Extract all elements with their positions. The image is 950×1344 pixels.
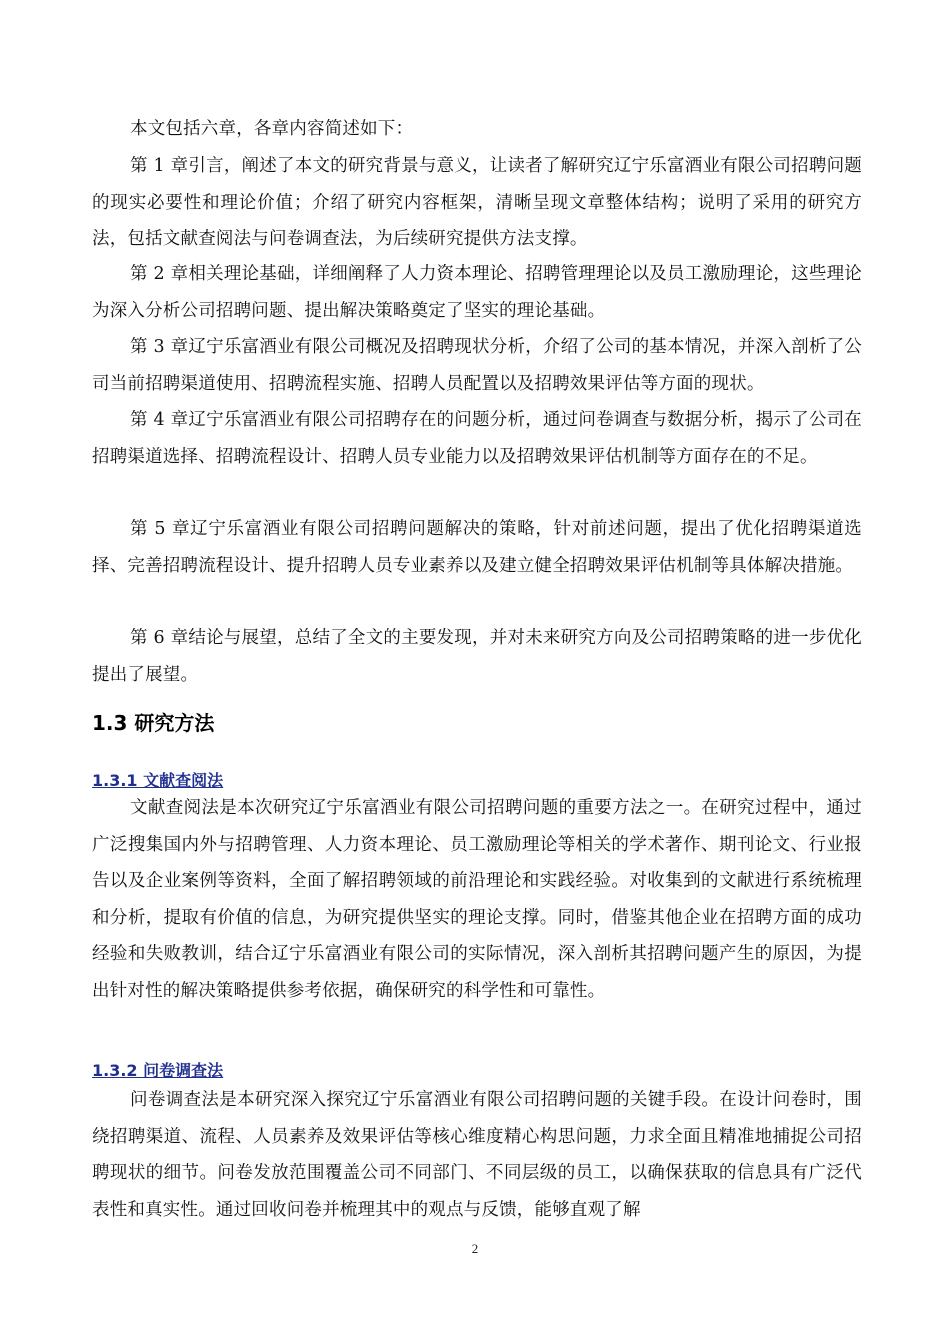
paragraph-literature-review: 文献查阅法是本次研究辽宁乐富酒业有限公司招聘问题的重要方法之一。在研究过程中，通过广泛搜集国内外与招聘管理、人力资本理论、员工激励理论等相关的学术著作、期刊论文、行业报告以及企业案例等资料，全面了解招聘领域的前沿理论和实践经验。对收集到的文献进行系统梳理和分析，提取有价值的信息，为研究提供坚实的理论支撑。同时，借鉴其他企业在招聘方面的成功经验和失败教训，结合辽宁乐富酒业有限公司的实际情况，深入剖析其招聘问题产生的原因，为提出针对性的解决策略提供参考依据，确保研究的科学性和可靠性。 (92, 798, 862, 1001)
paragraph-chapter-6: 第 6 章结论与展望，总结了全文的主要发现，并对未来研究方向及公司招聘策略的进一步优化提出了展望。 (92, 628, 862, 685)
paragraph-chapter-4: 第 4 章辽宁乐富酒业有限公司招聘存在的问题分析，通过问卷调查与数据分析，揭示了公司在招聘渠道选择、招聘流程设计、招聘人员专业能力以及招聘效果评估机制等方面存在的不足。 (92, 410, 862, 467)
paragraph-chapter-3: 第 3 章辽宁乐富酒业有限公司概况及招聘现状分析，介绍了公司的基本情况，并深入剖析了公司当前招聘渠道使用、招聘流程实施、招聘人员配置以及招聘效果评估等方面的现状。 (92, 337, 862, 394)
paragraph-chapter-5: 第 5 章辽宁乐富酒业有限公司招聘问题解决的策略，针对前述问题，提出了优化招聘渠道选择、完善招聘流程设计、提升招聘人员专业素养以及建立健全招聘效果评估机制等具体解决措施。 (92, 519, 862, 576)
subsection-link-literature-review[interactable]: 1.3.1 文献查阅法 (92, 771, 224, 790)
section-heading-research-methods: 1.3 研究方法 (92, 711, 215, 735)
subsection-link-questionnaire[interactable]: 1.3.2 问卷调查法 (92, 1061, 224, 1080)
paragraph-questionnaire: 问卷调查法是本研究深入探究辽宁乐富酒业有限公司招聘问题的关键手段。在设计问卷时，围绕招聘渠道、流程、人员素养及效果评估等核心维度精心构思问题，力求全面且精准地捕捉公司招聘现状的细节。问卷发放范围覆盖公司不同部门、不同层级的员工，以确保获取的信息具有广泛代表性和真实性。通过回收问卷并梳理其中的观点与反馈，能够直观了解 (92, 1090, 862, 1220)
page-number: 2 (471, 1241, 479, 1256)
paragraph-chapter-1: 第 1 章引言，阐述了本文的研究背景与意义，让读者了解研究辽宁乐富酒业有限公司招聘问题的现实必要性和理论价值；介绍了研究内容框架，清晰呈现文章整体结构；说明了采用的研究方法，包括文献查阅法与问卷调查法，为后续研究提供方法支撑。 (92, 156, 862, 250)
paragraph-intro: 本文包括六章，各章内容简述如下： (130, 119, 414, 139)
paragraph-chapter-2: 第 2 章相关理论基础，详细阐释了人力资本理论、招聘管理理论以及员工激励理论，这些理论为深入分析公司招聘问题、提出解决策略奠定了坚实的理论基础。 (92, 264, 862, 321)
